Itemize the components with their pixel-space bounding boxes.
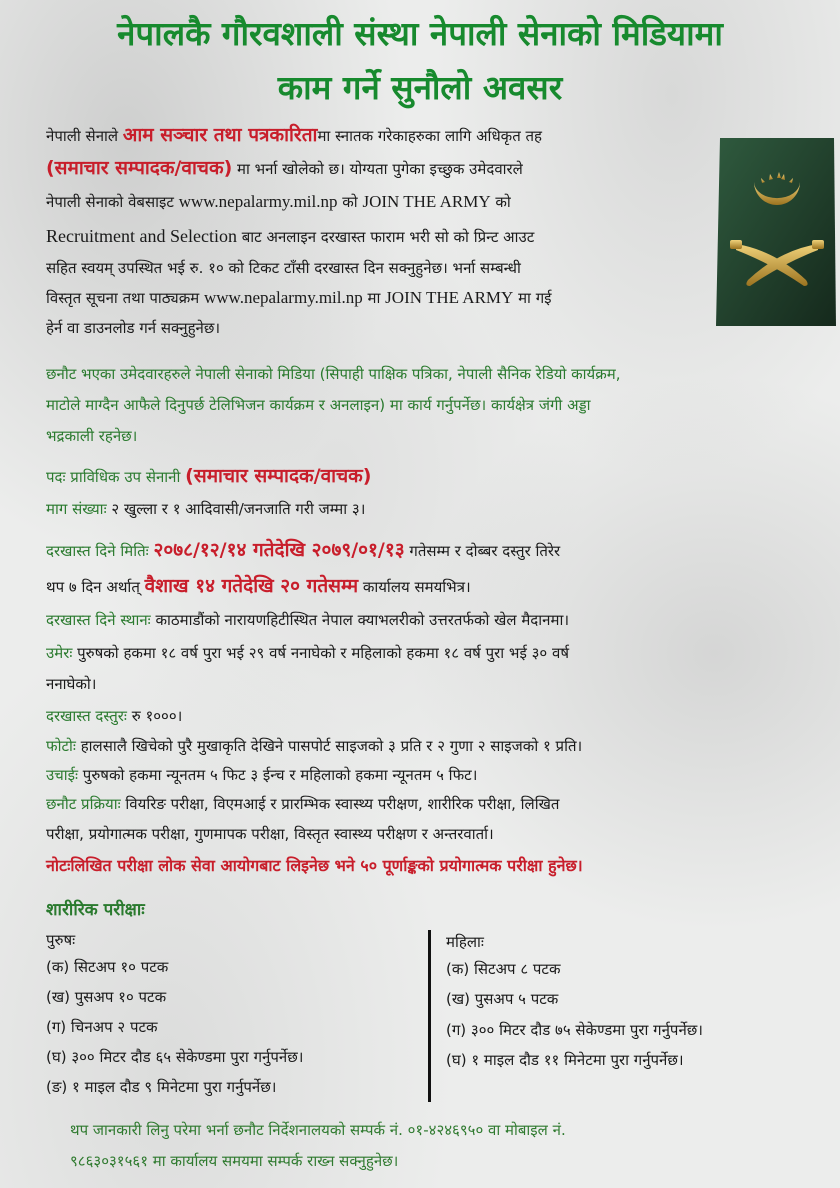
post-value: (समाचार सम्पादक/वाचक) <box>185 465 372 487</box>
column-divider <box>428 930 431 1102</box>
intro-line-1: नेपाली सेनाले आम सञ्चार तथा पत्रकारितामा स्नातक गरेकाहरुका लागि अधिकृत तह <box>46 124 543 146</box>
physical-heading: शारीरिक परीक्षाः <box>46 900 145 920</box>
website-link-2[interactable]: www.nepalarmy.mil.np <box>203 288 363 307</box>
male-test-item: (क) सिटअप १० पटक <box>46 958 169 976</box>
date-row: दरखास्त दिने मितिः २०७८/१२/१४ गतेदेखि २०७९/०१/१३ गतेसम्म र दोब्बर दस्तुर तिरेर <box>46 539 561 561</box>
rank-insignia-icon <box>714 132 840 326</box>
title-line-2: काम गर्ने सुनौलो अवसर <box>277 68 563 107</box>
intro-line-4: Recruitment and Selection बाट अनलाइन दरखास्त फाराम भरी सो को प्रिन्ट आउट <box>46 226 535 246</box>
female-heading: महिलाः <box>446 933 484 951</box>
selected-line-1: छनौट भएका उमेदवारहरुले नेपाली सेनाको मिडिया (सिपाही पाक्षिक पत्रिका, नेपाली सैनिक रेडियो कार्यक्रम, <box>46 365 621 383</box>
footer-line-1: थप जानकारी लिनु परेमा भर्ना छनौट निर्देशनालयको सम्पर्क नं. ०१-४२४६९५० वा मोबाइल नं. <box>70 1121 566 1139</box>
highlight-post: (समाचार सम्पादक/वाचक) <box>46 157 233 179</box>
intro-line-3: नेपाली सेनाको वेबसाइट www.nepalarmy.mil.np को JOIN THE ARMY को <box>46 192 511 211</box>
intro-line-2: (समाचार सम्पादक/वाचक) मा भर्ना खोलेको छ। योग्यता पुगेका इच्छुक उमेदवारले <box>46 157 523 179</box>
website-link[interactable]: www.nepalarmy.mil.np <box>178 192 338 211</box>
fee-row: दरखास्त दस्तुरः रु १०००। <box>46 707 183 725</box>
female-test-item: (ख) पुसअप ५ पटक <box>446 990 559 1008</box>
process-row: छनौट प्रक्रियाः वियरिङ परीक्षा, विएमआई र प्रारम्भिक स्वास्थ्य परीक्षण, शारीरिक परीक्षा, लिखित <box>46 795 560 813</box>
highlight-subject: आम सञ्चार तथा पत्रकारिता <box>122 124 318 146</box>
female-test-item: (क) सिटअप ८ पटक <box>446 960 561 978</box>
note: नोटःलिखित परीक्षा लोक सेवा आयोगबाट लिइनेछ भने ५० पूर्णाङ्कको प्रयोगात्मक परीक्षा हुनेछ। <box>46 856 583 875</box>
post-row: पदः प्राविधिक उप सेनानी (समाचार सम्पादक/वाचक) <box>46 465 372 487</box>
demand-row: माग संख्याः २ खुल्ला र १ आदिवासी/जनजाति गरी जम्मा ३। <box>46 500 366 518</box>
male-test-item: (घ) ३०० मिटर दौड ६५ सेकेण्डमा पुरा गर्नुपर्नेछ। <box>46 1048 304 1066</box>
selected-line-2: माटोले माग्दैन आफैले दिनुपर्छ टेलिभिजन कार्यक्रम र अनलाइन) मा कार्य गर्नुपर्नेछ। कार्यक्षेत्र जंगी अड्डा <box>46 396 591 414</box>
process-row-2: परीक्षा, प्रयोगात्मक परीक्षा, गुणमापक परीक्षा, विस्तृत स्वास्थ्य परीक्षण र अन्तरवार्ता। <box>46 825 494 843</box>
title-line-1: नेपालकै गौरवशाली संस्था नेपाली सेनाको मिडियामा <box>117 14 723 53</box>
date-row-2: थप ७ दिन अर्थात् वैशाख १४ गतेदेखि २० गतेसम्म कार्यालय समयभित्र। <box>46 575 471 597</box>
place-row: दरखास्त दिने स्थानः काठमाडौंको नारायणहिटीस्थित नेपाल क्याभलरीको उत्तरतर्फको खेल मैदानमा। <box>46 611 570 629</box>
intro-line-7: हेर्न वा डाउनलोड गर्न सक्नुहुनेछ। <box>46 319 221 337</box>
photo-row: फोटोः हालसालै खिचेको पुरै मुखाकृति देखिने पासपोर्ट साइजको ३ प्रति र २ गुणा २ साइजको १ प्रति। <box>46 737 583 755</box>
female-test-item: (घ) १ माइल दौड ११ मिनेटमा पुरा गर्नुपर्नेछ। <box>446 1051 684 1069</box>
intro-line-6: विस्तृत सूचना तथा पाठ्यक्रम www.nepalarmy.mil.np मा JOIN THE ARMY मा गई <box>46 288 552 307</box>
female-test-item: (ग) ३०० मिटर दौड ७५ सेकेण्डमा पुरा गर्नुपर्नेछ। <box>446 1021 703 1039</box>
selected-line-3: भद्रकाली रहनेछ। <box>46 427 138 445</box>
age-row: उमेरः पुरुषको हकमा १८ वर्ष पुरा भई २९ वर्ष ननाघेको र महिलाको हकमा १८ वर्ष पुरा भई ३० वर्ष <box>46 644 569 662</box>
age-row-2: ननाघेको। <box>46 675 97 693</box>
male-heading: पुरुषः <box>46 931 76 949</box>
male-test-item: (ख) पुसअप १० पटक <box>46 988 167 1006</box>
height-row: उचाईः पुरुषको हकमा न्यूनतम ५ फिट ३ ईन्च र महिलाको हकमा न्यूनतम ५ फिट। <box>46 766 478 784</box>
male-test-item: (ग) चिनअप २ पटक <box>46 1018 158 1036</box>
intro-line-5: सहित स्वयम् उपस्थित भई रु. १० को टिकट टाँसी दरखास्त दिन सक्नुहुनेछ। भर्ना सम्बन्धी <box>46 259 521 277</box>
male-test-item: (ङ) १ माइल दौड ९ मिनेटमा पुरा गर्नुपर्नेछ। <box>46 1078 277 1096</box>
footer-line-2: ९८६३०३१५६१ मा कार्यालय समयमा सम्पर्क राख्न सक्नुहुनेछ। <box>70 1152 399 1170</box>
